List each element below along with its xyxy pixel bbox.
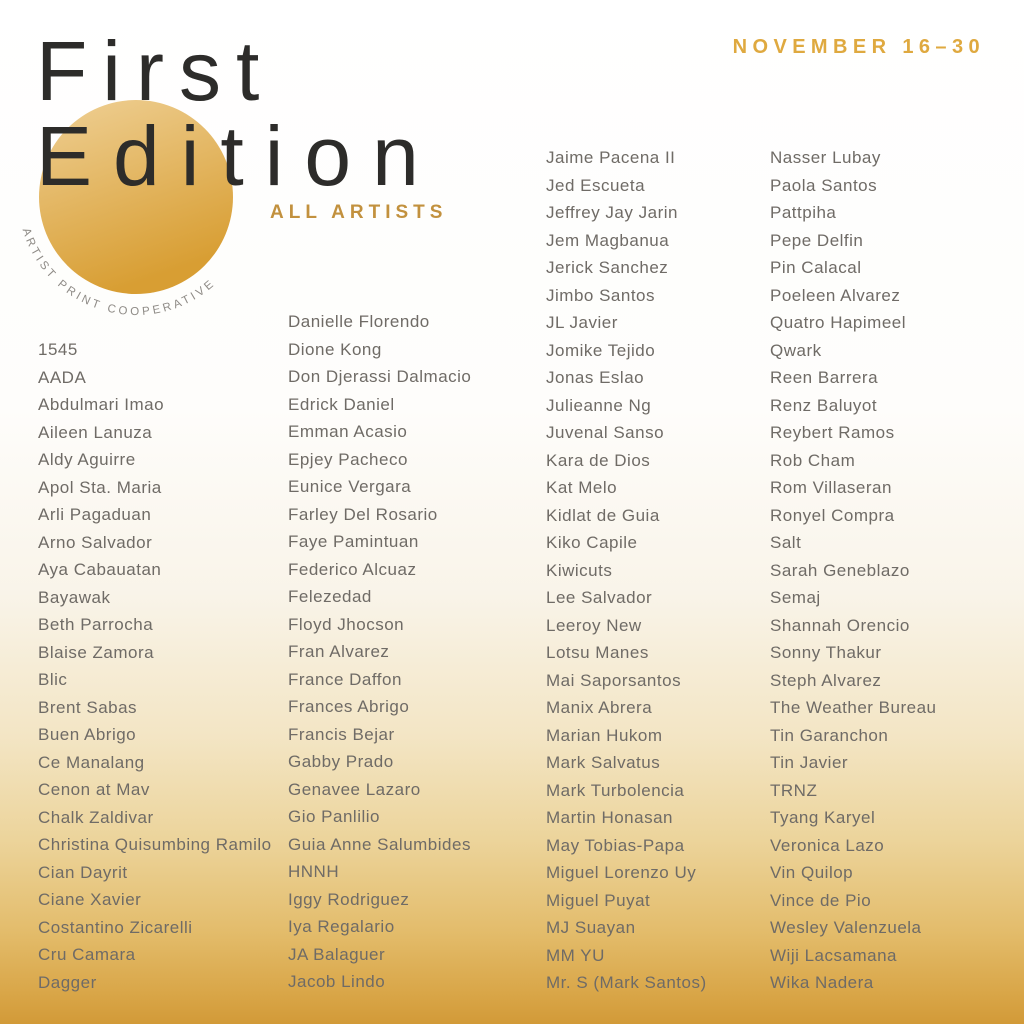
artist-name: Cru Camara <box>38 945 136 964</box>
artist-name: Gabby Prado <box>288 752 394 771</box>
logo-word-edition: Edition <box>36 109 440 203</box>
artist-name: France Daffon <box>288 669 402 689</box>
artist-name: Paola Santos <box>770 175 878 195</box>
artist-name: Shannah Orencio <box>770 615 910 635</box>
artist-name: Cian Dayrit <box>38 862 128 882</box>
artist-name: Faye Pamintuan <box>288 532 419 551</box>
artist-name: Pepe Delfin <box>770 230 864 250</box>
artist-name: HNNH <box>288 862 340 881</box>
date-range-label: NOVEMBER 16–30 <box>732 36 985 58</box>
artist-name: Edrick Daniel <box>288 394 395 414</box>
artist-name: Jerick Sanchez <box>546 258 669 277</box>
artist-name: Floyd Jhocson <box>288 614 405 634</box>
artist-name: Jaime Pacena II <box>546 148 676 167</box>
logo-word-first: First <box>36 24 275 118</box>
artist-name: Steph Alvarez <box>770 670 882 690</box>
artist-name: Abdulmari Imao <box>38 395 165 414</box>
artist-name: Danielle Florendo <box>288 312 430 331</box>
artist-name: Blaise Zamora <box>38 642 155 662</box>
artist-column-4 <box>770 144 937 997</box>
artist-name: Jomike Tejido <box>546 340 656 360</box>
artist-name: Fran Alvarez <box>288 642 390 661</box>
artist-name: Juvenal Sanso <box>546 423 665 442</box>
artist-name: Emman Acasio <box>288 422 408 441</box>
artist-name: Kiwicuts <box>546 560 613 580</box>
artist-name: Iggy Rodriguez <box>288 889 410 909</box>
artist-name: Epjey Pacheco <box>288 449 408 469</box>
artist-name: Mai Saporsantos <box>546 670 682 690</box>
artist-name: Wika Nadera <box>770 973 874 992</box>
artist-name: Reybert Ramos <box>770 423 895 442</box>
artist-name: Sonny Thakur <box>770 643 882 662</box>
artist-name: Qwark <box>770 340 822 360</box>
artist-name: Gio Panlilio <box>288 807 380 826</box>
artist-name: Aldy Aguirre <box>38 450 136 469</box>
artist-name: Kidlat de Guia <box>546 505 660 525</box>
artist-name: Apol Sta. Maria <box>38 477 162 497</box>
artist-column-3 <box>546 144 707 997</box>
artist-name: Arli Pagaduan <box>38 505 152 524</box>
artist-name: Jed Escueta <box>546 175 646 195</box>
artist-name: Dagger <box>38 972 97 992</box>
artist-name: Aileen Lanuza <box>38 422 153 442</box>
coop-curved-label: ARTIST PRINT COOPERATIVE <box>19 226 219 319</box>
artist-name: Rom Villaseran <box>770 478 892 497</box>
artist-name: Ciane Xavier <box>38 890 142 909</box>
artist-name: Manix Abrera <box>546 698 653 717</box>
artist-name: JL Javier <box>546 313 618 332</box>
artist-name: Blic <box>38 670 68 689</box>
artist-name: Reen Barrera <box>770 368 879 387</box>
artist-name: Kara de Dios <box>546 450 651 470</box>
artist-name: JA Balaguer <box>288 944 386 964</box>
artist-name: Jonas Eslao <box>546 368 645 387</box>
artist-name: Lee Salvador <box>546 588 653 607</box>
artist-name: Tin Javier <box>770 753 849 772</box>
artist-column-1 <box>38 336 272 996</box>
artist-name: Lotsu Manes <box>546 643 649 662</box>
artist-name: The Weather Bureau <box>770 698 937 717</box>
artist-name: Vin Quilop <box>770 863 854 882</box>
artist-name: Brent Sabas <box>38 697 138 717</box>
artist-name: Marian Hukom <box>546 725 663 745</box>
artist-name: Semaj <box>770 588 821 607</box>
artist-name: Cenon at Mav <box>38 780 150 799</box>
artist-column-2 <box>288 308 471 996</box>
artist-name: Beth Parrocha <box>38 615 154 634</box>
artist-name: Arno Salvador <box>38 532 153 552</box>
artist-name: Ce Manalang <box>38 752 145 772</box>
artist-name: Aya Cabauatan <box>38 560 162 579</box>
artist-name: Buen Abrigo <box>38 725 137 744</box>
artist-name: Pin Calacal <box>770 258 862 277</box>
artist-name: Christina Quisumbing Ramilo <box>38 835 272 854</box>
artist-name: Miguel Lorenzo Uy <box>546 863 697 882</box>
artist-name: Dione Kong <box>288 339 382 359</box>
artist-name: Miguel Puyat <box>546 890 651 910</box>
artist-name: Martin Honasan <box>546 808 674 827</box>
artist-name: Guia Anne Salumbides <box>288 834 471 854</box>
artist-name: Iya Regalario <box>288 917 395 936</box>
all-artists-label: ALL ARTISTS <box>270 202 448 223</box>
artist-name: Federico Alcuaz <box>288 559 417 579</box>
artist-name: MM YU <box>546 945 605 965</box>
artist-name: Sarah Geneblazo <box>770 560 910 580</box>
artist-name: Bayawak <box>38 587 111 607</box>
artist-name: Mark Turbolencia <box>546 780 685 800</box>
artist-name: Kiko Capile <box>546 533 638 552</box>
artist-name: Wesley Valenzuela <box>770 918 922 937</box>
artist-name: Tin Garanchon <box>770 725 889 745</box>
artist-name: Ronyel Compra <box>770 505 895 525</box>
artist-name: Tyang Karyel <box>770 808 876 827</box>
artist-name: Genavee Lazaro <box>288 779 421 799</box>
artist-name: Veronica Lazo <box>770 835 885 855</box>
artist-name: Jem Magbanua <box>546 230 670 250</box>
artist-name: Renz Baluyot <box>770 395 878 415</box>
artist-name: Leeroy New <box>546 615 642 635</box>
artist-name: Mr. S (Mark Santos) <box>546 973 707 992</box>
artist-name: Felezedad <box>288 587 372 606</box>
artist-name: Chalk Zaldivar <box>38 807 154 827</box>
artist-name: Jimbo Santos <box>546 285 655 305</box>
artist-name: Poeleen Alvarez <box>770 285 901 305</box>
artist-name: Wiji Lacsamana <box>770 945 897 965</box>
artist-name: Frances Abrigo <box>288 697 410 716</box>
artist-name: 1545 <box>38 340 78 359</box>
artist-name: Vince de Pio <box>770 890 872 910</box>
artist-name: Costantino Zicarelli <box>38 917 193 937</box>
artist-name: Rob Cham <box>770 450 856 470</box>
artist-name: Eunice Vergara <box>288 477 412 496</box>
artist-name: Kat Melo <box>546 478 618 497</box>
artist-name: Mark Salvatus <box>546 753 661 772</box>
artist-name: AADA <box>38 367 87 387</box>
artist-name: Julieanne Ng <box>546 395 652 415</box>
artist-name: MJ Suayan <box>546 918 636 937</box>
artist-name: TRNZ <box>770 780 818 800</box>
artist-name: Jacob Lindo <box>288 972 386 991</box>
artist-name: Pattpiha <box>770 203 837 222</box>
artist-name: Don Djerassi Dalmacio <box>288 367 472 386</box>
artist-name: Jeffrey Jay Jarin <box>546 203 678 222</box>
artist-name: May Tobias-Papa <box>546 835 685 855</box>
artist-name: Francis Bejar <box>288 724 395 744</box>
artist-name: Quatro Hapimeel <box>770 313 907 332</box>
artist-name: Nasser Lubay <box>770 148 881 167</box>
artist-name: Salt <box>770 533 802 552</box>
logo-wordmark <box>36 24 440 203</box>
artist-name: Farley Del Rosario <box>288 504 438 524</box>
